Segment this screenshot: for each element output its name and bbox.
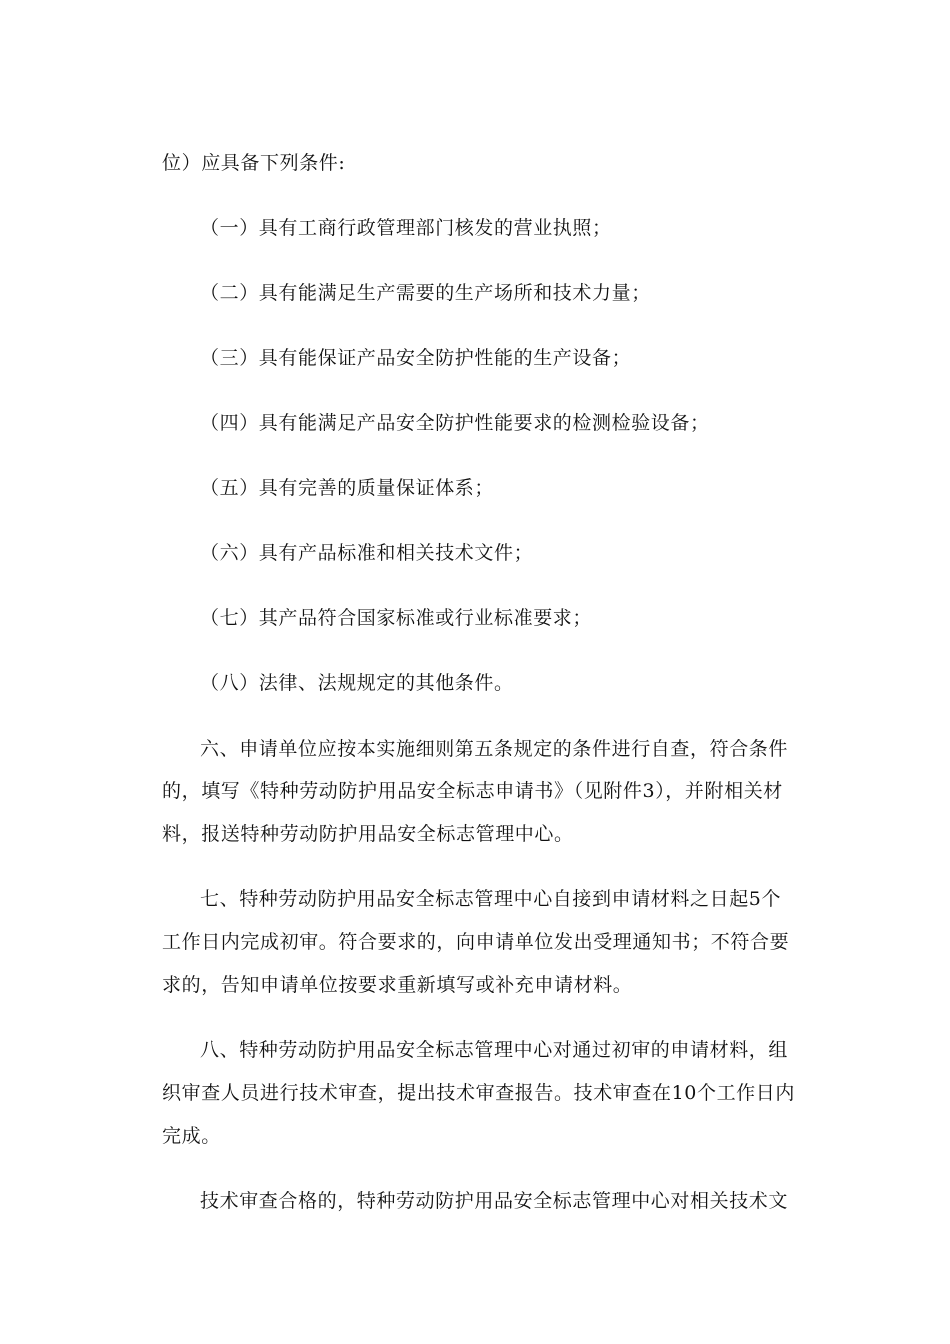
condition-7: （七）其产品符合国家标准或行业标准要求； <box>200 607 593 629</box>
article-6-line-3: 料，报送特种劳动防护用品安全标志管理中心。 <box>162 823 574 845</box>
condition-3: （三）具有能保证产品安全防护性能的生产设备； <box>200 347 632 369</box>
article-6-line-1: 六、申请单位应按本实施细则第五条规定的条件进行自查，符合条件 <box>200 738 789 760</box>
article-7-line-1: 七、特种劳动防护用品安全标志管理中心自接到申请材料之日起5个 <box>200 888 782 910</box>
article-6-line-2: 的，填写《特种劳动防护用品安全标志申请书》（见附件3），并附相关材 <box>162 780 783 802</box>
intro-line: 位）应具备下列条件: <box>162 152 346 174</box>
condition-5: （五）具有完善的质量保证体系； <box>200 477 495 499</box>
condition-1: （一）具有工商行政管理部门核发的营业执照； <box>200 217 612 239</box>
condition-6: （六）具有产品标准和相关技术文件； <box>200 542 534 564</box>
article-7-line-2: 工作日内完成初审。符合要求的，向申请单位发出受理通知书；不符合要 <box>162 931 790 953</box>
condition-8: （八）法律、法规规定的其他条件。 <box>200 672 514 694</box>
condition-4: （四）具有能满足产品安全防护性能要求的检测检验设备； <box>200 412 710 434</box>
article-8-line-3: 完成。 <box>162 1125 221 1147</box>
article-7-line-3: 求的，告知申请单位按要求重新填写或补充申请材料。 <box>162 974 633 996</box>
article-8-line-1: 八、特种劳动防护用品安全标志管理中心对通过初审的申请材料，组 <box>200 1039 789 1061</box>
technical-review-line-1: 技术审查合格的，特种劳动防护用品安全标志管理中心对相关技术文 <box>200 1190 789 1212</box>
article-8-line-2: 织审查人员进行技术审查，提出技术审查报告。技术审查在10个工作日内 <box>162 1082 795 1104</box>
condition-2: （二）具有能满足生产需要的生产场所和技术力量； <box>200 282 651 304</box>
